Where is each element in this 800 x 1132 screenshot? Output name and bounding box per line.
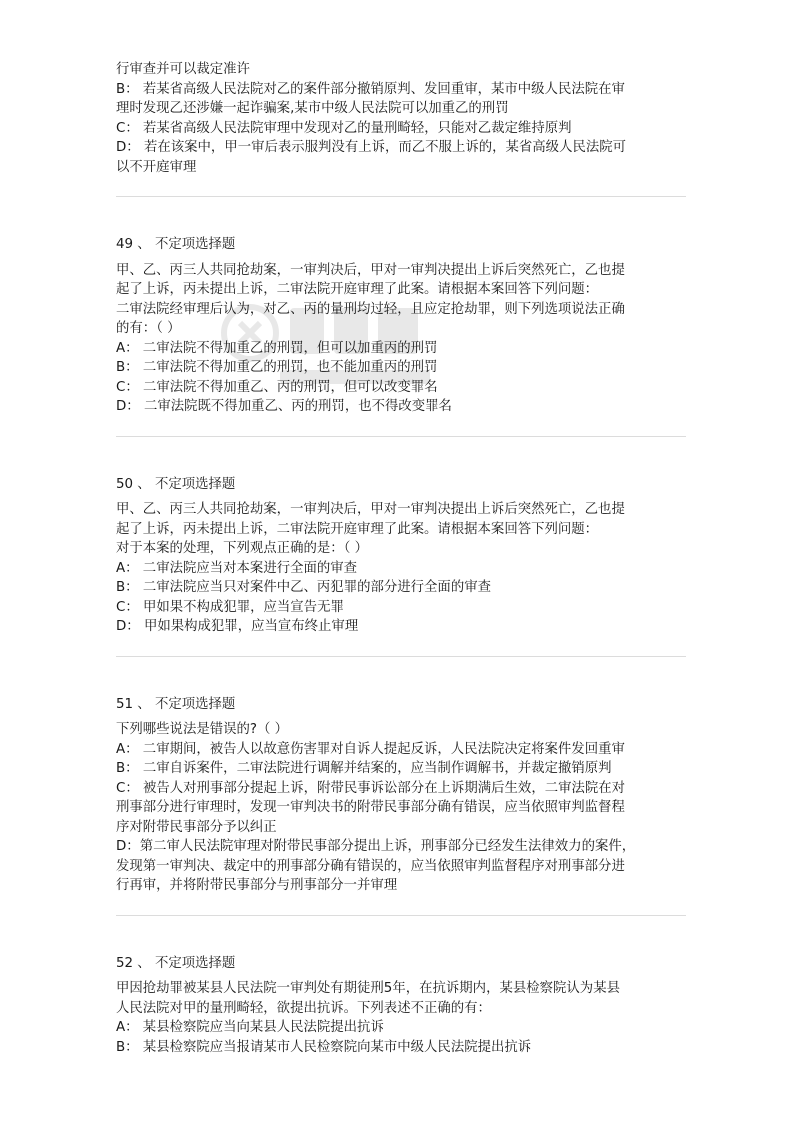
question-text: 的有：（ ）	[116, 321, 181, 336]
question-51	[116, 695, 686, 896]
option-d-cont: 发现第一审判决、裁定中的刑事部分确有错误的，应当依照审判监督程序对刑事部分进	[116, 858, 625, 874]
option-b: B： 某县检察院应当报请某市人民检察院向某市中级人民法院提出抗诉	[116, 1039, 532, 1055]
question-header: 52 、 不定项选择题	[116, 955, 236, 971]
option-a: A： 二审期间，被告人以故意伤害罪对自诉人提起反诉，人民法院决定将案件发回重审	[116, 741, 625, 757]
question-52	[116, 954, 686, 1058]
question-header: 49 、 不定项选择题	[116, 237, 236, 252]
question-text: 甲、乙、丙三人共同抢劫案，一审判决后，甲对一审判决提出上诉后突然死亡，乙也提	[116, 502, 625, 517]
option-d-cont: 行再审，并将附带民事部分与刑事部分一并审理	[116, 878, 398, 893]
question-header: 50 、 不定项选择题	[116, 476, 236, 492]
text-line: 以不开庭审理	[116, 159, 197, 175]
option-d: D： 二审法院既不得加重乙、丙的刑罚，也不得改变罪名	[116, 399, 452, 414]
question-text: 甲因抢劫罪被某县人民法院一审判处有期徒刑5年，在抗诉期内，某县检察院认为某县	[116, 981, 620, 996]
option-c: C： 甲如果不构成犯罪，应当宣告无罪	[116, 599, 344, 615]
option-b: B： 二审法院应当只对案件中乙、丙犯罪的部分进行全面的审查	[116, 580, 491, 595]
option-b: B： 若某省高级人民法院对乙的案件部分撤销原判、发回重审，某市中级人民法院在审	[116, 81, 625, 97]
document-page	[116, 60, 686, 1057]
question-text: 对于本案的处理，下列观点正确的是：（ ）	[116, 541, 368, 556]
text-line: 理时发现乙还涉嫌一起诈骗案,某市中级人民法院可以加重乙的刑罚	[116, 101, 509, 116]
option-d: D： 甲如果构成犯罪，应当宣布终止审理	[116, 619, 359, 634]
option-b: B： 二审自诉案件，二审法院进行调解并结案的，应当制作调解书，并裁定撤销原判	[116, 761, 612, 776]
option-d: D：第二审人民法院审理对附带民事部分提出上诉，刑事部分已经发生法律效力的案件，	[116, 839, 636, 854]
question-50	[116, 475, 686, 637]
question-text: 起了上诉，丙未提出上诉，二审法院开庭审理了此案。请根据本案回答下列问题：	[116, 521, 599, 537]
option-a: A： 二审法院不得加重乙的刑罚，但可以加重丙的刑罚	[116, 340, 438, 356]
option-a: A： 二审法院应当对本案进行全面的审查	[116, 560, 358, 576]
question-continuation	[116, 60, 686, 177]
option-c: C： 被告人对刑事部分提起上诉，附带民事诉讼部分在上诉期满后生效，二审法院在对	[116, 780, 626, 796]
option-c-cont: 序对附带民事部分予以纠正	[116, 819, 277, 835]
text-line: 行审查并可以裁定准许	[116, 62, 250, 77]
option-a: A： 某县检察院应当向某县人民法院提出抗诉	[116, 1020, 384, 1035]
question-header: 51 、 不定项选择题	[116, 696, 236, 712]
option-c: C： 二审法院不得加重乙、丙的刑罚，但可以改变罪名	[116, 379, 438, 395]
question-text: 人民法院对甲的量刑畸轻，欲提出抗诉。下列表述不正确的有：	[116, 1000, 491, 1016]
question-text: 下列哪些说法是错误的?（ ）	[116, 722, 289, 737]
question-49	[116, 235, 686, 417]
question-text: 甲、乙、丙三人共同抢劫案，一审判决后，甲对一审判决提出上诉后突然死亡，乙也提	[116, 262, 625, 278]
question-text: 起了上诉，丙未提出上诉，二审法院开庭审理了此案。请根据本案回答下列问题：	[116, 282, 599, 297]
option-d: D： 若在该案中，甲一审后表示服判没有上诉，而乙不服上诉的，某省高级人民法院可	[116, 140, 627, 155]
option-b: B： 二审法院不得加重乙的刑罚，也不能加重丙的刑罚	[116, 360, 438, 375]
option-c: C： 若某省高级人民法院审理中发现对乙的量刑畸轻，只能对乙裁定维持原判	[116, 120, 572, 136]
option-c-cont: 刑事部分进行审理时，发现一审判决书的附带民事部分确有错误，应当依照审判监督程	[116, 800, 625, 815]
question-text: 二审法院经审理后认为，对乙、丙的量刑均过轻，且应定抢劫罪，则下列选项说法正确	[116, 301, 625, 317]
